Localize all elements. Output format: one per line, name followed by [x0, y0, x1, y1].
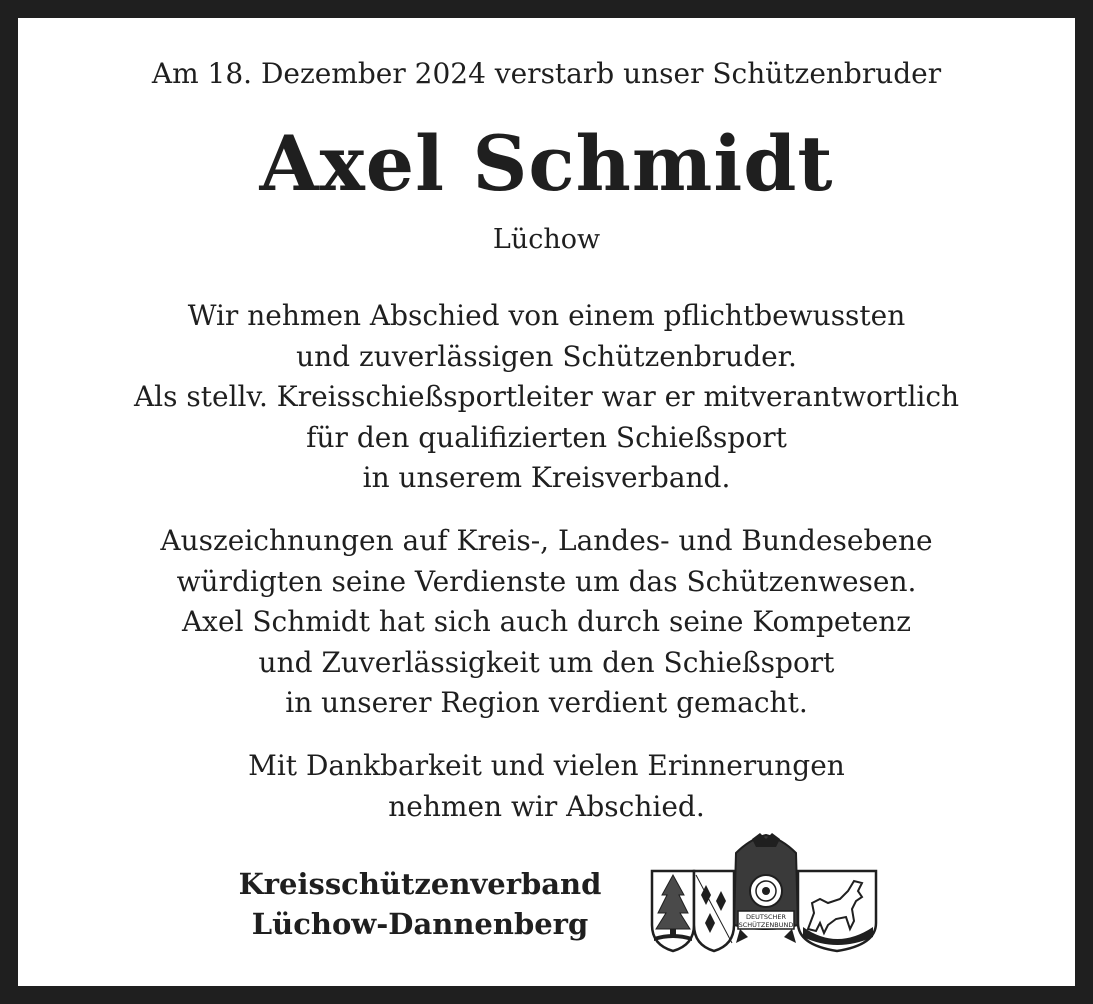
signature-block	[200, 864, 640, 944]
text-line: nehmen wir Abschied.	[388, 789, 705, 823]
text-line: Mit Dankbarkeit und vielen Erinnerungen	[248, 749, 845, 782]
text-line: und zuverlässigen Schützenbruder.	[296, 339, 797, 373]
text-line: in unserem Kreisverband.	[362, 461, 731, 494]
diamond-shield	[694, 871, 734, 951]
text-line: Wir nehmen Abschied von einem pflichtbewussten	[187, 299, 906, 332]
coat-of-arms-icon	[648, 833, 880, 953]
text-line: Axel Schmidt hat sich auch durch seine Kompetenz	[181, 605, 912, 638]
emblem-label-line1: DEUTSCHER	[745, 913, 787, 921]
eagle-target-emblem	[734, 833, 798, 943]
text-line: Auszeichnungen auf Kreis-, Landes- und Bundesebene	[160, 524, 933, 557]
text-line: würdigten seine Verdienste um das Schützenwesen.	[176, 564, 917, 598]
paragraph-awards	[0, 521, 1093, 724]
signature-line: Kreisschützenverband	[238, 867, 602, 901]
deceased-name: Axel Schmidt	[259, 119, 834, 208]
emblem-label-line2: SCHÜTZENBUND	[738, 921, 794, 929]
intro-line: Am 18. Dezember 2024 verstarb unser Schützenbruder	[151, 57, 942, 90]
text-line: und Zuverlässigkeit um den Schießsport	[258, 645, 835, 679]
fir-tree-shield	[652, 871, 694, 951]
signature-line: Lüchow-Dannenberg	[251, 907, 589, 941]
paragraph-tribute	[0, 296, 1093, 499]
horse-shield	[798, 871, 876, 951]
text-line: Als stellv. Kreisschießsportleiter war er mitverantwortlich	[133, 380, 960, 413]
text-line: in unserer Region verdient gemacht.	[285, 686, 808, 719]
deceased-place: Lüchow	[492, 224, 601, 255]
paragraph-farewell	[0, 746, 1093, 827]
text-line: für den qualifizierten Schießsport	[306, 420, 787, 454]
